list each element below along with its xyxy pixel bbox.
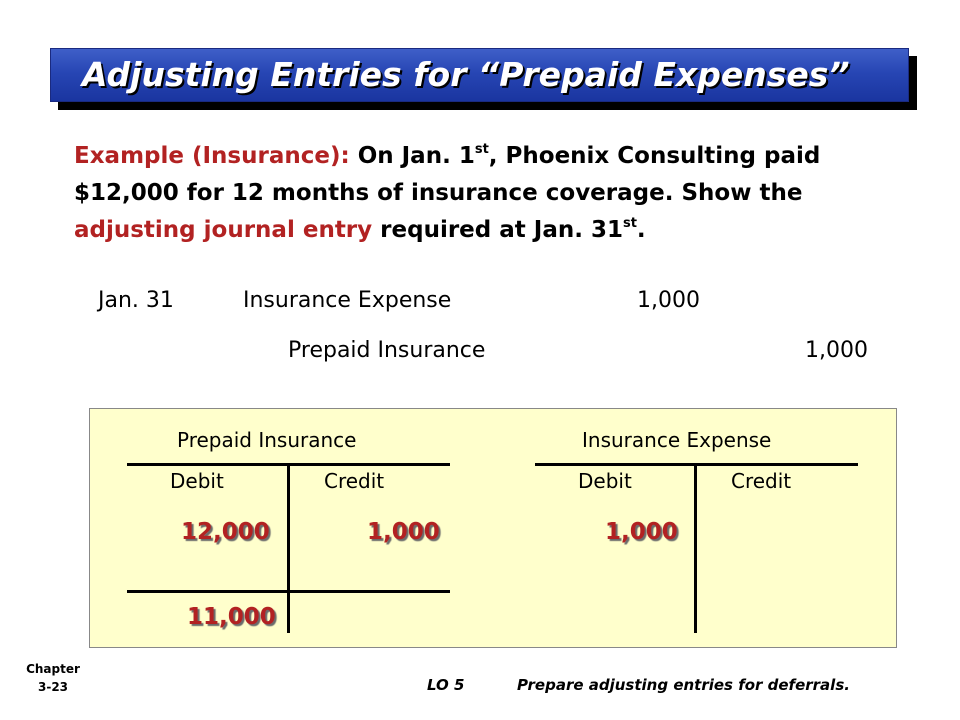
t-account-expense-center-line xyxy=(694,463,697,633)
t-account-prepaid-title: Prepaid Insurance xyxy=(177,428,357,452)
example-text-2: , Phoenix Consulting paid $12,000 for 12 months of insurance coverage. Show the xyxy=(74,143,821,206)
journal-credit-account: Prepaid Insurance xyxy=(288,338,486,363)
t-account-prepaid-balance-line xyxy=(127,590,450,593)
footer-chapter xyxy=(18,660,88,696)
example-text-4: . xyxy=(636,217,646,243)
t-account-expense-title: Insurance Expense xyxy=(582,428,772,452)
t-account-expense-debit-header: Debit xyxy=(578,469,632,493)
example-highlight: adjusting journal entry xyxy=(74,217,373,243)
example-paragraph xyxy=(74,138,904,249)
example-text-1: On Jan. 1 xyxy=(349,143,475,169)
example-sup-2: st xyxy=(622,216,637,231)
t-account-prepaid-credit-header: Credit xyxy=(324,469,385,493)
footer-chapter-label: Chapter xyxy=(26,662,80,676)
t-account-prepaid-debit-entry: 12,000 xyxy=(181,519,270,545)
t-account-prepaid-credit-entry: 1,000 xyxy=(367,519,440,545)
footer-learning-objective: LO 5 xyxy=(427,676,465,694)
example-text-3: required at Jan. 31 xyxy=(372,217,623,243)
journal-date: Jan. 31 xyxy=(98,288,174,313)
t-account-expense-debit-entry: 1,000 xyxy=(605,519,678,545)
t-account-expense-credit-header: Credit xyxy=(731,469,792,493)
example-sup-1: st xyxy=(474,142,489,157)
journal-credit-amount: 1,000 xyxy=(805,338,868,363)
slide-title: Adjusting Entries for “Prepaid Expenses” xyxy=(82,55,850,94)
t-account-prepaid-balance: 11,000 xyxy=(187,604,276,630)
journal-debit-account: Insurance Expense xyxy=(243,288,452,313)
t-account-prepaid-debit-header: Debit xyxy=(170,469,224,493)
example-label: Example (Insurance): xyxy=(74,143,350,169)
footer-lo-description: Prepare adjusting entries for deferrals. xyxy=(517,676,850,694)
journal-debit-amount: 1,000 xyxy=(637,288,700,313)
t-account-prepaid-center-line xyxy=(287,463,290,633)
footer-chapter-number: 3-23 xyxy=(37,680,69,694)
